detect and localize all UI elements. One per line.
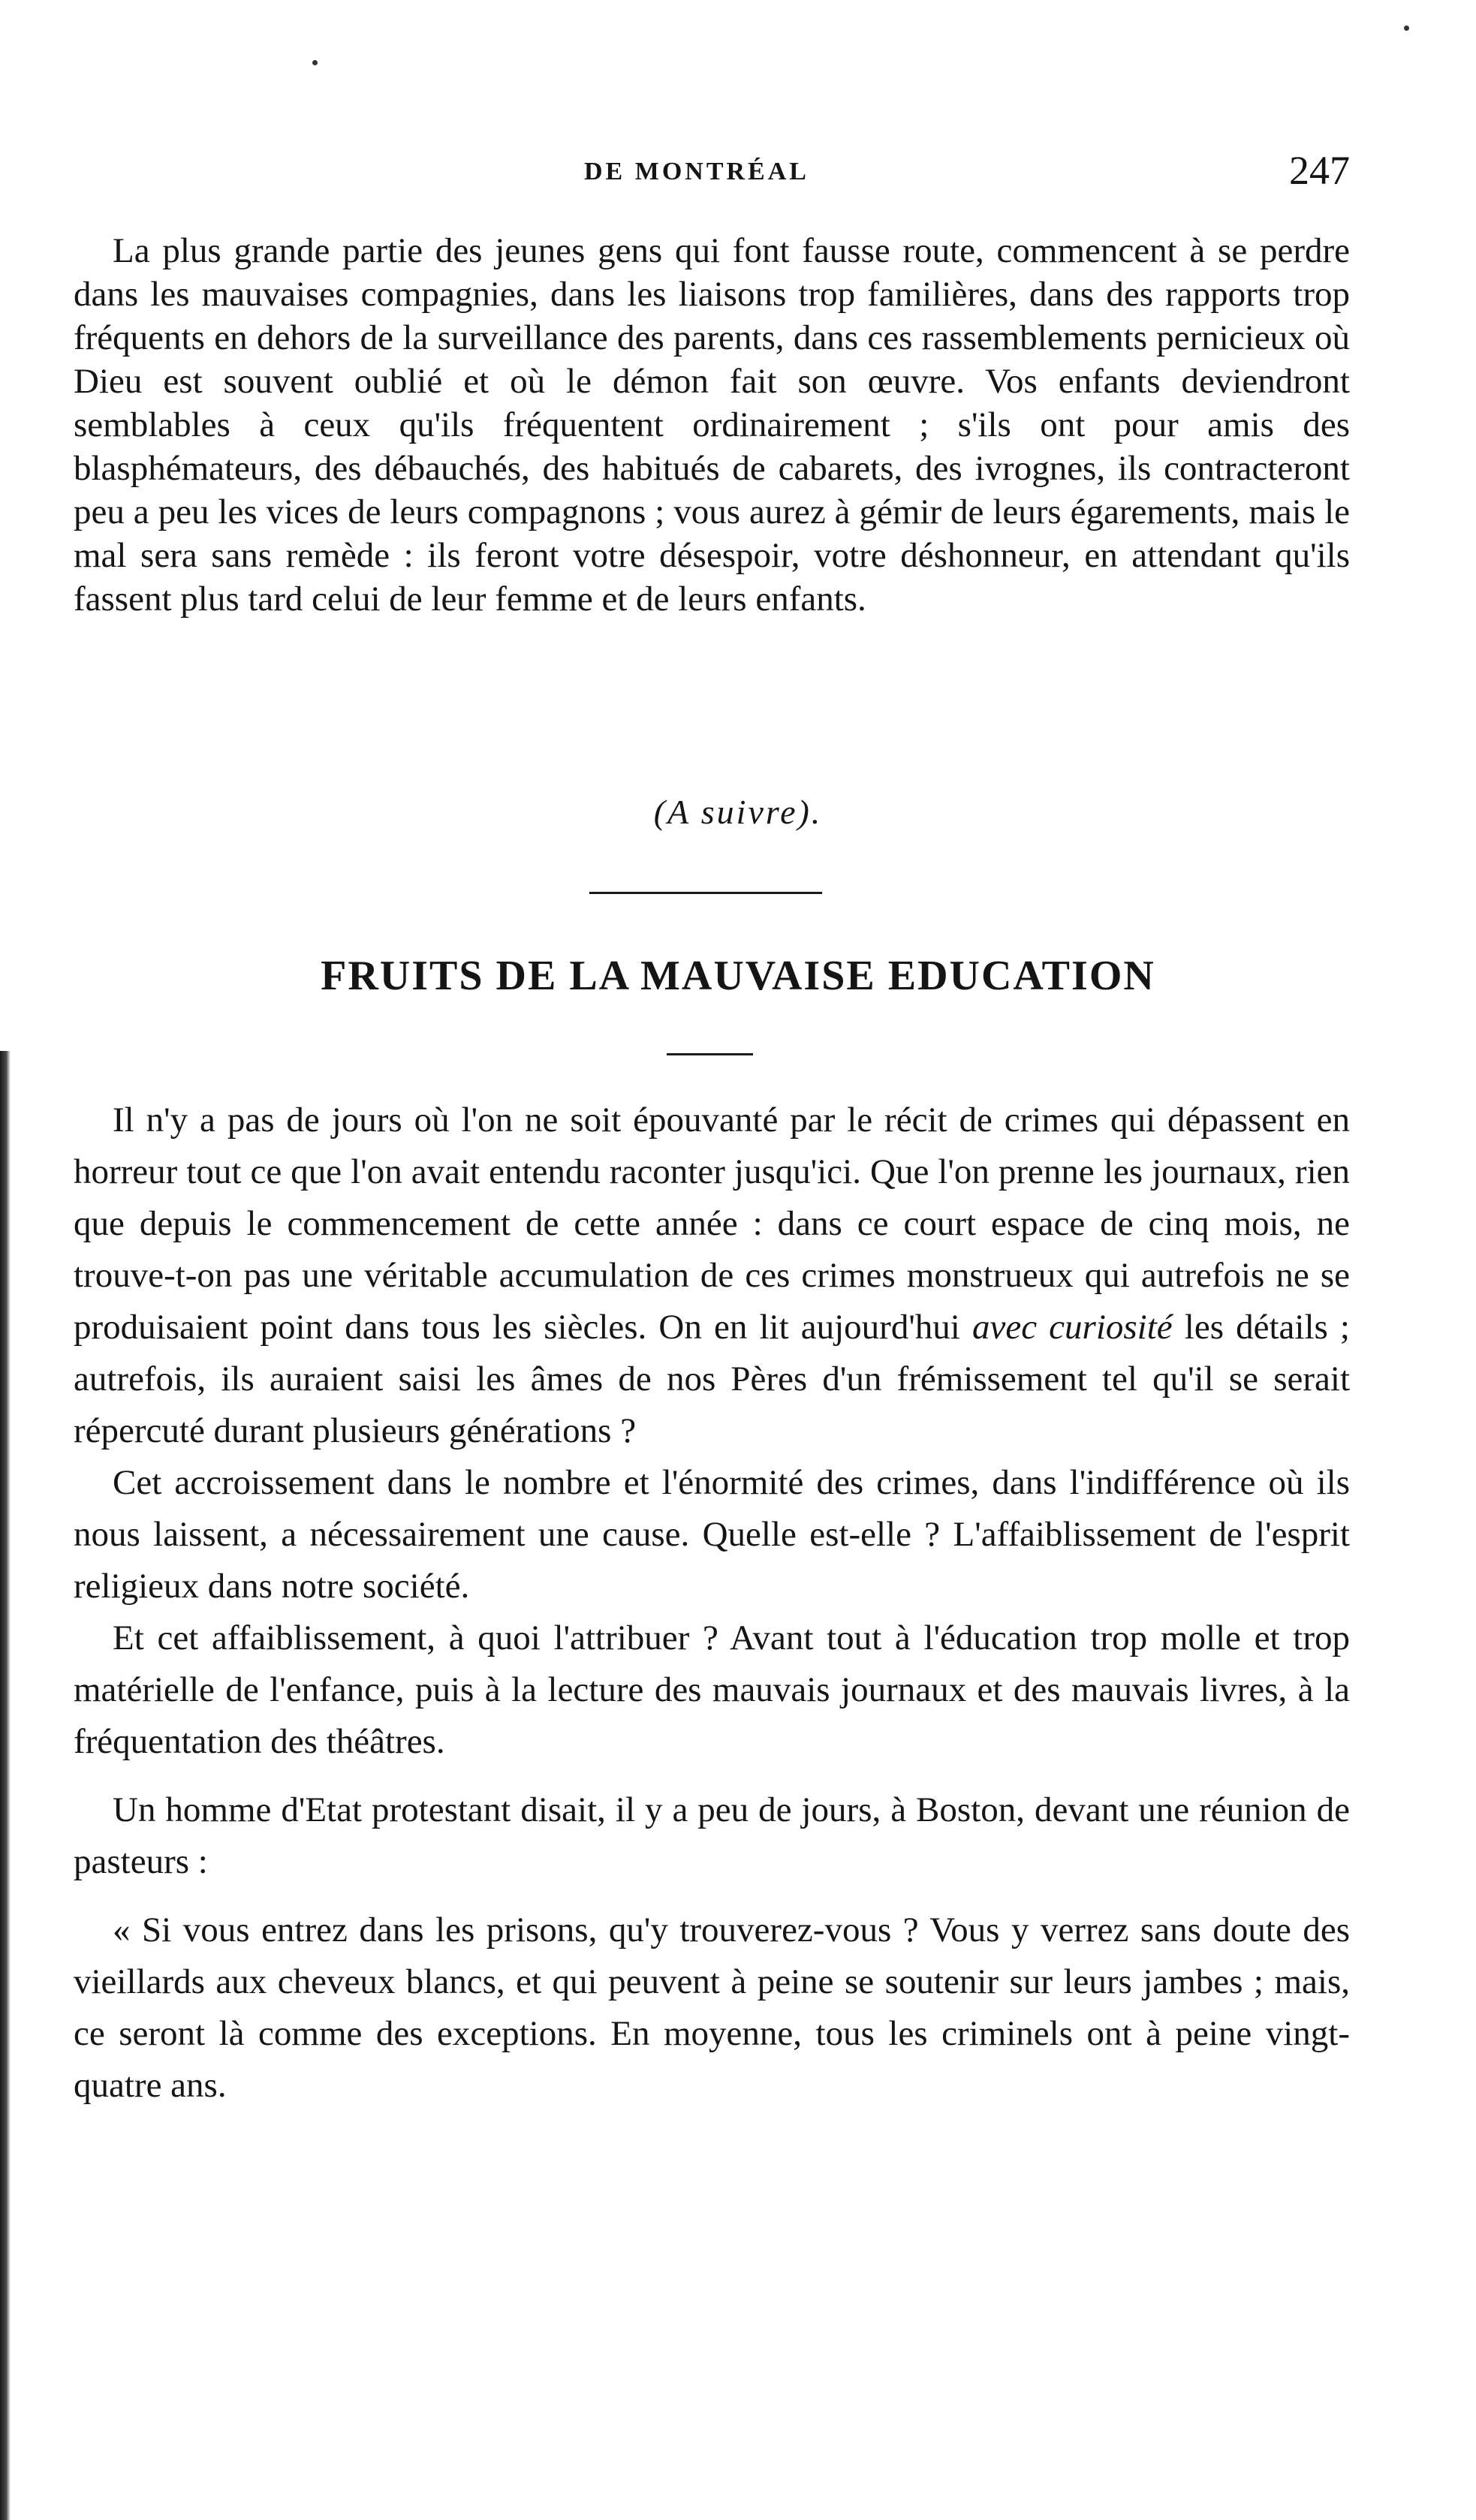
section-divider: [589, 892, 822, 894]
section-heading: FRUITS DE LA MAUVAISE EDUCATION: [321, 953, 1155, 999]
quotation-paragraph: « Si vous entrez dans les prisons, qu'y trouverez-vous ? Vous y verrez sans doute des vieillards aux cheveux blancs, et qui peuvent à peine se soutenir sur leurs jambes ; mais, ce seront là comme des exceptions. En moyenne, tous les criminels ont à peine vingt-quatre ans.: [74, 1910, 1350, 2105]
paragraph-text: Il n'y a pas de jours où l'on ne soit épouvanté par le récit de crimes qui dépassent en horreur tout ce que l'on avait entendu raconter jusqu'ici. Que l'on prenne les journaux, rien que depuis le commencement de cette année : dans ce court espace de cinq mois, ne trouve-t-on pas une véritable accumulation de ces crimes monstrueux qui autrefois ne se produisaient point dans tous les siècles. On en lit aujourd'hui: [74, 1100, 1350, 1347]
running-title: DE MONTRÉAL: [584, 158, 809, 185]
continued-text: [74, 229, 1350, 621]
body-paragraph: [74, 1094, 1350, 1457]
paragraph-text: les détails ; autrefois, ils auraient saisi les âmes de nos Pères d'un frémissement tel qu'il se serait répercuté durant plusieurs générations ?: [74, 1308, 1350, 1450]
emphasis-text: avec curiosité: [971, 1308, 1173, 1347]
page-edge-shadow: [0, 1051, 11, 2520]
continuation-note: (A suivre).: [653, 793, 823, 831]
body-paragraph: La plus grande partie des jeunes gens qui font fausse route, commencent à se perdre dans les mauvaises compagnies, dans les liaisons trop familières, dans des rapports trop fréquents en dehors de la surveillance des parents, dans ces rassemblements pernicieux où Dieu est souvent oublié et où le démon fait son œuvre. Vos enfants deviendront semblables à ceux qu'ils fréquentent ordinairement ; s'ils ont pour amis des blasphémateurs, des débauchés, des habitués de cabarets, des ivrognes, ils contracteront peu a peu les vices de leurs compagnons ; vous aurez à gémir de leurs égarements, mais le mal sera sans remède : ils feront votre désespoir, votre déshonneur, en attendant qu'ils fassent plus tard celui de leur femme et de leurs enfants.: [74, 231, 1350, 619]
article-body: [74, 1094, 1350, 2112]
heading-underline: [667, 1053, 753, 1055]
page-header: [74, 147, 1350, 192]
body-paragraph: Cet accroissement dans le nombre et l'énormité des crimes, dans l'indifférence où ils nous laissent, a nécessairement une cause. Quelle est-elle ? L'affaiblissement de l'esprit religieux dans notre société.: [74, 1463, 1350, 1606]
ink-speck: [312, 60, 318, 65]
body-paragraph: Et cet affaiblissement, à quoi l'attribuer ? Avant tout à l'éducation trop molle et trop matérielle de l'enfance, puis à la lecture des mauvais journaux et des mauvais livres, à la fréquentation des théâtres.: [74, 1618, 1350, 1761]
page-number: 247: [1289, 148, 1350, 193]
body-paragraph: Un homme d'Etat protestant disait, il y a peu de jours, à Boston, devant une réunion de pasteurs :: [74, 1790, 1350, 1881]
ink-speck: [1404, 26, 1409, 31]
